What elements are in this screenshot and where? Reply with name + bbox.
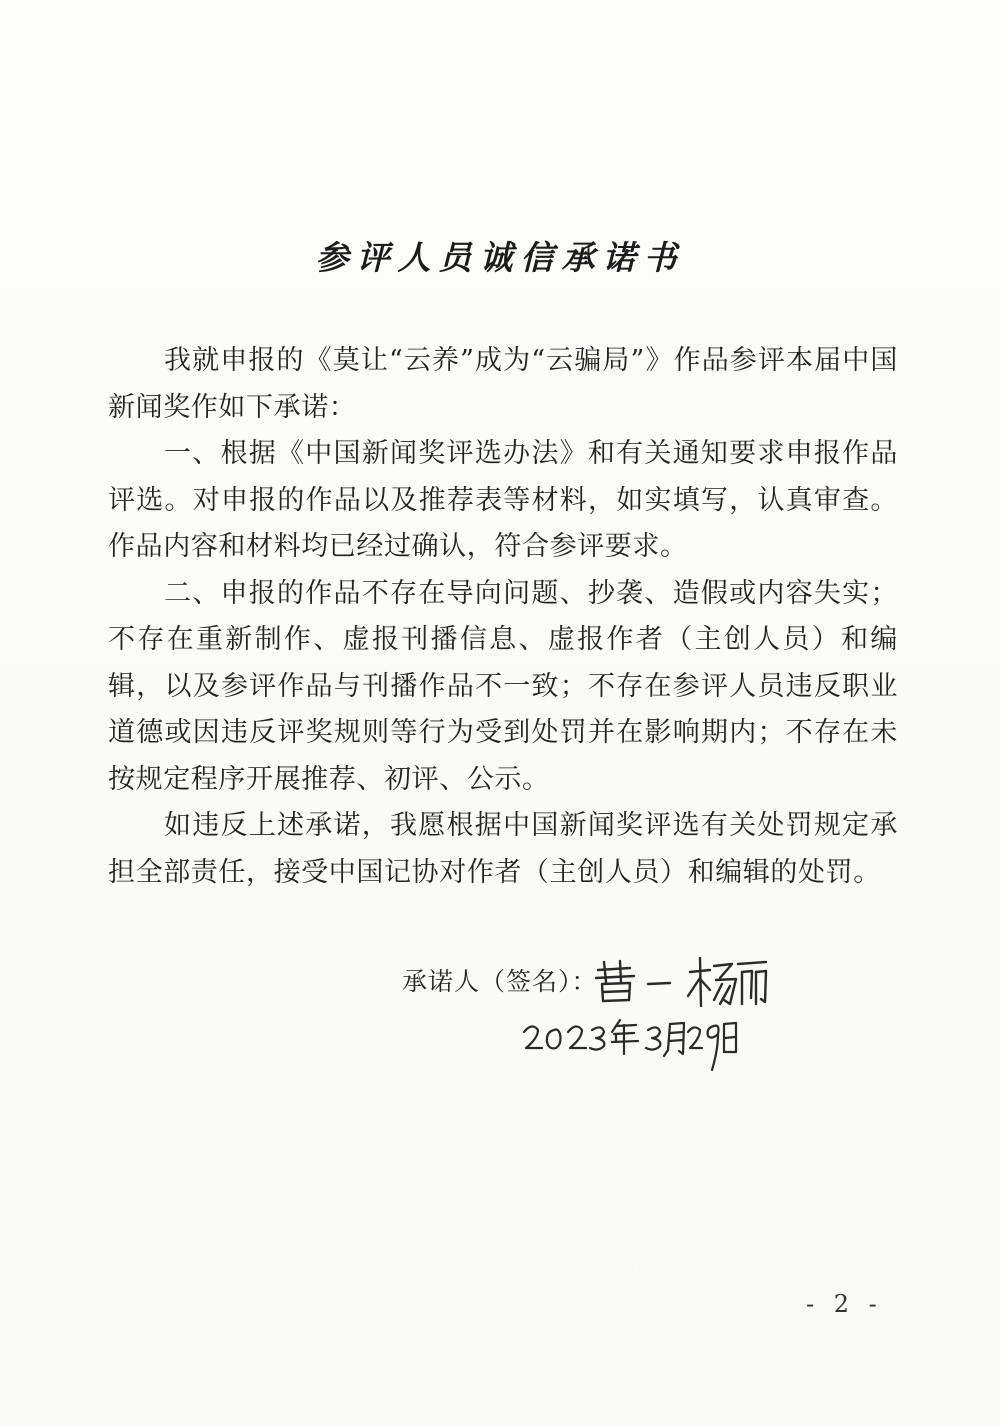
handwritten-signature (590, 952, 770, 1012)
page-number: - 2 - (806, 1290, 883, 1318)
document-title: 参评人员诚信承诺书 (315, 238, 685, 277)
paragraph-closing: 如违反上述承诺，我愿根据中国新闻奖评选有关处罚规定承担全部责任，接受中国记协对作者（主创人员）和编辑的处罚。 (108, 810, 898, 888)
document-body (108, 338, 898, 896)
signature-block (402, 952, 882, 1072)
paragraph-commitment-two: 二、申报的作品不存在导向问题、抄袭、造假或内容失实；不存在重新制作、虚报刊播信息、虚报作者（主创人员）和编辑，以及参评作品与刊播作品不一致；不存在参评人员违反职业道德或因违反评奖规则等行为受到处罚并在影响期内；不存在未按规定程序开展推荐、初评、公示。 (108, 577, 898, 795)
paragraph-commitment-one: 一、根据《中国新闻奖评选办法》和有关通知要求申报作品评选。对申报的作品以及推荐表等材料，如实填写，认真审查。作品内容和材料均已经过确认，符合参评要求。 (108, 438, 898, 562)
paragraph-intro: 我就申报的《莫让“云养”成为“云骗局”》作品参评本届中国新闻奖作如下承诺： (108, 345, 898, 423)
signature-label: 承诺人（签名）： (402, 967, 598, 996)
handwritten-date (520, 1010, 740, 1074)
